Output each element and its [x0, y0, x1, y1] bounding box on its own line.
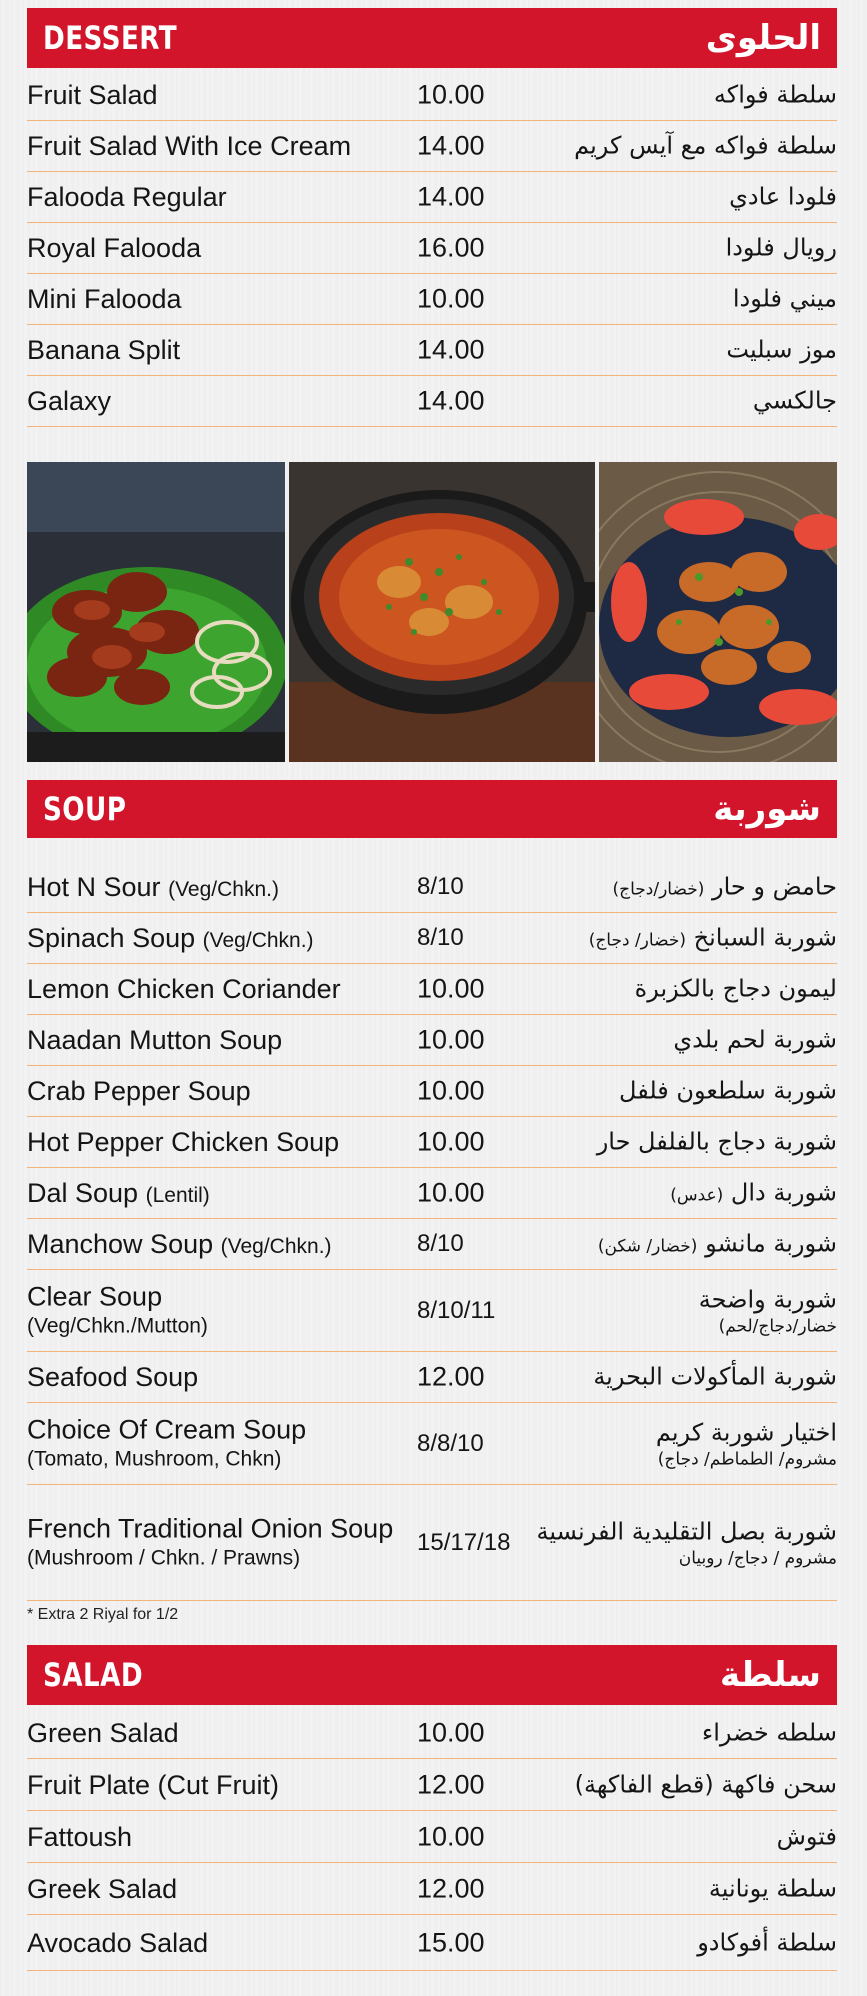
- item-name-arabic-block: [726, 232, 837, 263]
- item-name: Manchow Soup: [27, 1228, 214, 1259]
- item-name-block: [27, 1177, 210, 1209]
- menu-item-row: [27, 325, 837, 376]
- curry-bowl-photo: [289, 462, 595, 762]
- item-name-block: [27, 181, 227, 213]
- item-price: 12.00: [417, 1873, 485, 1903]
- item-name: Mini Falooda: [27, 283, 182, 314]
- item-name-arabic-block: [714, 79, 837, 110]
- item-price: 10.00: [417, 1075, 485, 1106]
- item-name: Dal Soup: [27, 1177, 139, 1208]
- menu-item-row: [27, 1168, 837, 1219]
- item-price: 8/10: [417, 924, 464, 951]
- item-price: 14.00: [417, 130, 485, 161]
- item-name-arabic: شوربة دال: [730, 1178, 837, 1207]
- item-name-arabic: سلطه خضراء: [701, 1717, 837, 1746]
- item-name-arabic: شوربة مانشو: [705, 1229, 837, 1258]
- soup-title-en: SOUP: [43, 790, 127, 828]
- item-name-block: [27, 232, 201, 264]
- item-name: Fattoush: [27, 1821, 133, 1852]
- item-name-block: [27, 79, 158, 111]
- menu-item-row: [27, 964, 837, 1015]
- item-name: Galaxy: [27, 385, 112, 416]
- item-price: 12.00: [417, 1361, 485, 1392]
- item-name-arabic-block: [593, 1361, 837, 1392]
- item-name-block: [27, 1413, 306, 1474]
- item-name-arabic: فلودا عادي: [729, 182, 837, 211]
- menu-item-row: [27, 1759, 837, 1811]
- menu-item-row: [27, 1219, 837, 1270]
- item-name-block: [27, 283, 182, 315]
- item-name-arabic: فتوش: [776, 1821, 837, 1850]
- item-price: 10.00: [417, 79, 485, 110]
- item-variant-sub: (Veg/Chkn./Mutton): [27, 1314, 208, 1338]
- salad-title-en: SALAD: [43, 1656, 144, 1694]
- item-name: Crab Pepper Soup: [27, 1075, 251, 1106]
- dessert-title-ar: الحلوى: [705, 18, 821, 58]
- item-name: Fruit Plate (Cut Fruit): [27, 1769, 280, 1800]
- item-name-arabic-block: [635, 973, 837, 1004]
- menu-item-row: [27, 862, 837, 913]
- item-name: Fruit Salad With Ice Cream: [27, 130, 352, 161]
- dessert-header: [27, 8, 837, 68]
- menu-item-row: [27, 121, 837, 172]
- menu-item-row: [27, 1352, 837, 1403]
- item-price: 10.00: [417, 1126, 485, 1157]
- item-name-arabic: شوربة المأكولات البحرية: [593, 1362, 837, 1391]
- item-variant-note: (Veg/Chkn.): [168, 877, 279, 901]
- item-name-arabic: شوربة واضحة: [698, 1284, 837, 1313]
- menu-item-row: [27, 223, 837, 274]
- item-name-arabic-block: [729, 181, 837, 212]
- item-name-arabic-block: [702, 1717, 837, 1748]
- item-variant-sub-arabic: خضار/دجاج/لحم): [718, 1316, 837, 1337]
- item-name-block: [27, 385, 111, 417]
- item-name-block: [27, 973, 341, 1005]
- menu-item-row: [27, 1485, 837, 1601]
- dessert-list: [27, 70, 837, 427]
- item-price: 12.00: [417, 1769, 485, 1799]
- item-name-arabic: ليمون دجاج بالكزبرة: [634, 974, 837, 1003]
- menu-item-row: [27, 172, 837, 223]
- item-name-arabic-block: [726, 334, 837, 365]
- menu-item-row: [27, 1707, 837, 1759]
- item-name-arabic-block: [697, 1927, 837, 1958]
- item-name-block: [27, 922, 314, 954]
- item-variant-sub-arabic: مشروم/ الطماطم/ دجاج): [657, 1449, 837, 1470]
- item-name-arabic: ميني فلودا: [732, 284, 837, 313]
- item-name-block: [27, 1820, 132, 1852]
- soup-title-ar: شوربة: [713, 789, 821, 829]
- item-price: 10.00: [417, 283, 485, 314]
- menu-item-row: [27, 1403, 837, 1485]
- item-variant-note-arabic: (خضار/ شكن): [597, 1236, 698, 1257]
- item-price: 10.00: [417, 1717, 485, 1747]
- menu-item-row: [27, 1811, 837, 1863]
- item-name-arabic-block: [709, 1873, 837, 1904]
- item-name: Greek Salad: [27, 1873, 178, 1904]
- item-price: 14.00: [417, 181, 485, 212]
- item-price: 14.00: [417, 385, 485, 416]
- item-name-block: [27, 1872, 177, 1904]
- item-name-arabic-block: [589, 922, 837, 953]
- item-price: 10.00: [417, 1024, 485, 1055]
- item-name-arabic: جالكسي: [752, 386, 837, 415]
- item-name-arabic-block: [537, 1516, 837, 1569]
- item-name-arabic: شوربة سلطعون فلفل: [619, 1076, 837, 1105]
- item-name: Hot Pepper Chicken Soup: [27, 1126, 340, 1157]
- item-name-arabic-block: [597, 1126, 837, 1157]
- item-name: Hot N Sour: [27, 871, 161, 902]
- item-name-arabic: سلطة أفوكادو: [697, 1927, 837, 1956]
- menu-item-row: [27, 376, 837, 427]
- item-variant-note: (Veg/Chkn.): [220, 1234, 332, 1258]
- item-price: 14.00: [417, 334, 485, 365]
- item-name-arabic-block: [699, 1284, 837, 1337]
- item-name-block: [27, 1075, 251, 1107]
- item-price: 15.00: [417, 1927, 485, 1957]
- item-name: Royal Falooda: [27, 232, 202, 263]
- item-name-arabic: شوربة بصل التقليدية الفرنسية: [536, 1516, 837, 1545]
- item-name-block: [27, 1926, 208, 1958]
- item-price: 10.00: [417, 1821, 485, 1851]
- item-price: 16.00: [417, 232, 485, 263]
- chilli-chicken-photo: [599, 462, 837, 762]
- item-name-arabic: سلطة فواكه: [713, 80, 837, 109]
- item-name-arabic: شوربة دجاج بالفلفل حار: [596, 1127, 837, 1156]
- item-name-arabic: اختيار شوربة كريم: [655, 1417, 837, 1446]
- item-price: 15/17/18: [417, 1528, 511, 1556]
- item-name-block: [27, 130, 351, 162]
- item-name-arabic-block: [575, 1769, 837, 1800]
- item-price: 10.00: [417, 973, 485, 1004]
- menu-item-row: [27, 1270, 837, 1352]
- item-name-block: [27, 871, 279, 903]
- item-name: Avocado Salad: [27, 1927, 209, 1958]
- item-name-arabic: سحن فاكهة (قطع الفاكهة): [574, 1769, 837, 1798]
- item-name: Naadan Mutton Soup: [27, 1024, 283, 1055]
- item-variant-sub: (Mushroom / Chkn. / Prawns): [27, 1546, 301, 1570]
- item-variant-note-arabic: (عدس): [670, 1185, 724, 1206]
- dessert-title-en: DESSERT: [43, 19, 178, 57]
- item-variant-note: (Veg/Chkn.): [202, 928, 314, 952]
- item-name: Lemon Chicken Coriander: [27, 973, 341, 1004]
- item-name: Spinach Soup: [27, 922, 196, 953]
- salad-header: [27, 1645, 837, 1705]
- item-name-arabic: شوربة السبانخ: [693, 923, 837, 952]
- item-name-arabic-block: [612, 871, 837, 902]
- item-name-arabic-block: [777, 1821, 837, 1852]
- menu-item-row: [27, 913, 837, 964]
- soup-list: [27, 862, 837, 1601]
- menu-item-row: [27, 1863, 837, 1915]
- item-variant-note-arabic: (خضار/دجاج): [612, 879, 705, 900]
- item-name-arabic: حامض و حار: [712, 872, 837, 901]
- item-name-block: [27, 1768, 279, 1800]
- item-name: Seafood Soup: [27, 1361, 199, 1392]
- item-name-block: [27, 1361, 198, 1393]
- item-name: Banana Split: [27, 334, 181, 365]
- item-variant-note-arabic: (خضار/ دجاج): [588, 930, 686, 951]
- item-name-block: [27, 1126, 339, 1158]
- menu-item-row: [27, 274, 837, 325]
- chicken-fry-photo: [27, 462, 285, 762]
- item-price: 8/10/11: [417, 1296, 496, 1324]
- item-name-block: [27, 1512, 393, 1573]
- item-price: 8/10: [417, 1230, 464, 1257]
- menu-item-row: [27, 70, 837, 121]
- menu-item-row: [27, 1015, 837, 1066]
- item-name-block: [27, 334, 180, 366]
- item-variant-sub: (Tomato, Mushroom, Chkn): [27, 1447, 282, 1471]
- half-portion-footnote: * Extra 2 Riyal for 1/2: [27, 1606, 179, 1623]
- item-name: Green Salad: [27, 1717, 179, 1748]
- food-photo-strip: [27, 462, 837, 762]
- menu-item-row: [27, 1915, 837, 1971]
- item-name-arabic: موز سبليت: [726, 335, 837, 364]
- menu-item-row: [27, 1066, 837, 1117]
- item-name-block: [27, 1280, 208, 1341]
- item-name-arabic: رويال فلودا: [725, 233, 837, 262]
- item-variant-sub-arabic: مشروم / دجاج/ روبيان: [678, 1548, 837, 1569]
- item-name-arabic-block: [574, 130, 837, 161]
- item-name-arabic: سلطة يونانية: [708, 1873, 837, 1902]
- item-name-block: [27, 1228, 332, 1260]
- item-name-arabic: شوربة لحم بلدي: [673, 1025, 837, 1054]
- item-name-arabic-block: [619, 1075, 837, 1106]
- item-name: Choice Of Cream Soup: [27, 1414, 307, 1445]
- item-name: French Traditional Onion Soup: [27, 1513, 394, 1544]
- item-price: 8/10: [417, 873, 464, 900]
- item-name: Falooda Regular: [27, 181, 227, 212]
- item-variant-note: (Lentil): [145, 1183, 210, 1207]
- salad-title-ar: سلطة: [719, 1655, 821, 1695]
- item-name-arabic-block: [753, 385, 837, 416]
- item-name-block: [27, 1024, 282, 1056]
- salad-list: [27, 1707, 837, 1971]
- item-name: Clear Soup: [27, 1281, 163, 1312]
- item-price: 8/8/10: [417, 1429, 484, 1457]
- item-name-arabic: سلطة فواكه مع آيس كريم: [574, 131, 837, 160]
- soup-header: [27, 780, 837, 838]
- item-name-arabic-block: [598, 1228, 837, 1259]
- item-name-arabic-block: [670, 1177, 837, 1208]
- menu-item-row: [27, 1117, 837, 1168]
- item-name-arabic-block: [673, 1024, 837, 1055]
- item-name-arabic-block: [733, 283, 837, 314]
- item-name-block: [27, 1716, 179, 1748]
- item-name-arabic-block: [656, 1417, 837, 1470]
- item-name: Fruit Salad: [27, 79, 158, 110]
- item-price: 10.00: [417, 1177, 485, 1208]
